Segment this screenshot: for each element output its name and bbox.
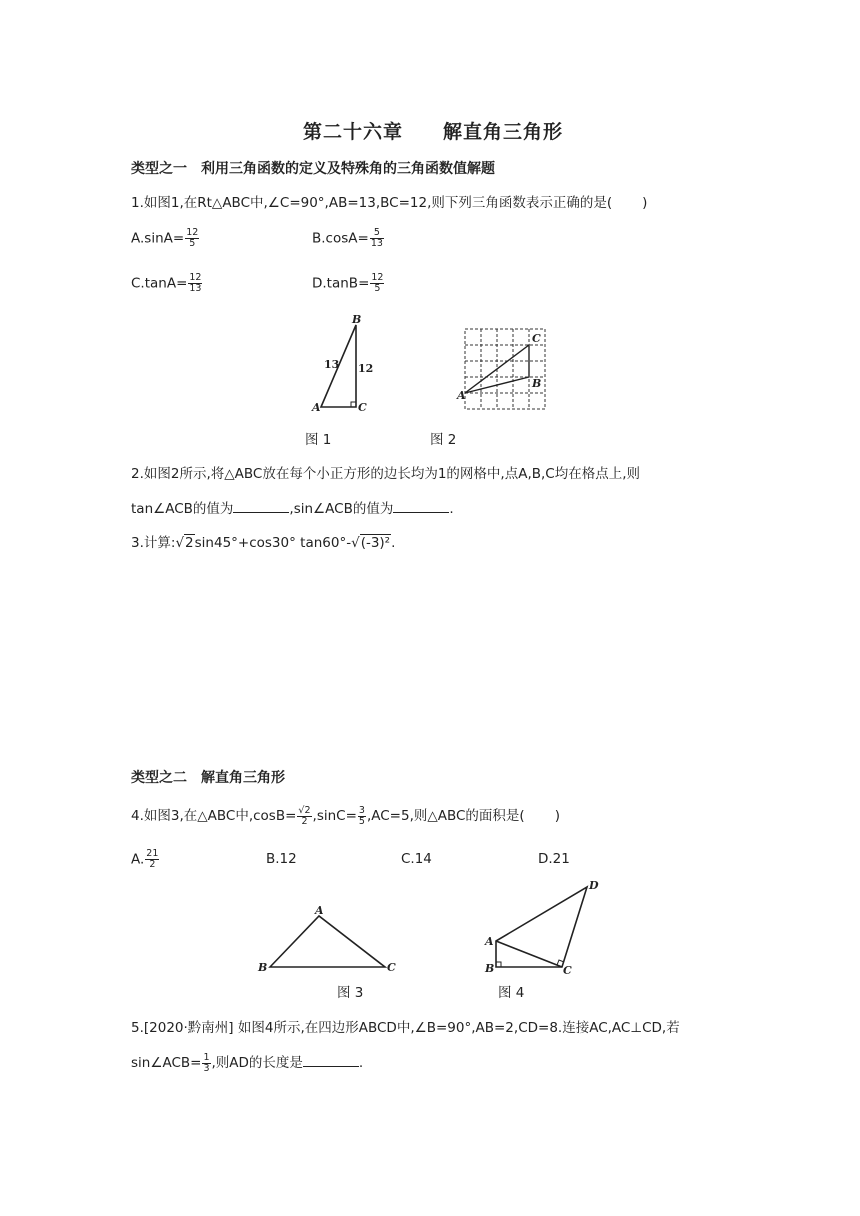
- q2-part-3: .: [449, 501, 454, 517]
- q4-part-1: 4.如图3,在△ABC中,cosB=: [131, 808, 297, 824]
- q1-option-b-label: B.cosA=: [312, 230, 369, 247]
- q1-option-c-label: C.tanA=: [131, 275, 188, 292]
- q3-part-2: sin45°+cos30° tan60°-: [194, 535, 352, 551]
- fig3-caption: 图 3: [337, 985, 364, 1001]
- q3-part-1: 3.计算:: [131, 535, 176, 551]
- page-title: 第二十六章 解直角三角形: [303, 121, 564, 143]
- section-heading-2: 类型之二 解直角三角形: [131, 770, 285, 786]
- question-5-line-1: 5.[2020·黔南州] 如图4所示,在四边形ABCD中,∠B=90°,AB=2,CD=8.连接AC,AC⊥CD,若: [131, 1020, 680, 1036]
- fig1-side-bc: 12: [358, 362, 374, 375]
- q1-option-c-fraction: $\frac{12}{13}$: [189, 272, 202, 294]
- q2-answer-blank-sin: [393, 500, 449, 513]
- fig4-label-b: B: [485, 962, 495, 975]
- q3-sqrt-expression: √(-3)²: [351, 535, 391, 551]
- q4-option-b: B.12: [266, 851, 297, 867]
- question-3: [131, 531, 395, 551]
- q4-cos-fraction: $\frac{√2}{2}$: [298, 804, 311, 827]
- section-heading-1: 类型之一 利用三角函数的定义及特殊角的三角函数值解题: [131, 161, 495, 177]
- q4-part-3: ,AC=5,则△ABC的面积是(: [366, 808, 525, 824]
- question-2-line-2: [131, 497, 454, 517]
- fig1-caption: 图 1: [305, 432, 332, 448]
- fig2-caption: 图 2: [430, 432, 457, 448]
- q5-sin-fraction: $\frac{1}{3}$: [203, 1051, 210, 1074]
- q1-option-b-fraction: $\frac{5}{13}$: [370, 227, 383, 249]
- figure-2: [455, 325, 555, 415]
- fig4-label-d: D: [589, 879, 599, 892]
- fig4-label-a: A: [485, 935, 494, 948]
- q4-option-d: D.21: [538, 851, 570, 867]
- fig2-label-b: B: [532, 377, 542, 390]
- fig3-label-b: B: [258, 961, 268, 974]
- question-5-line-2: [131, 1051, 363, 1074]
- question-2-line-1: 2.如图2所示,将△ABC放在每个小正方形的边长均为1的网格中,点A,B,C均在格点上,则: [131, 466, 641, 482]
- q1-option-d-label: D.tanB=: [312, 275, 370, 292]
- q1-option-a-label: A.sinA=: [131, 230, 185, 247]
- q4-part-2: ,sinC=: [312, 808, 357, 824]
- fig2-label-c: C: [532, 332, 541, 345]
- fig4-label-c: C: [563, 964, 572, 977]
- q4-option-c: C.14: [401, 851, 432, 867]
- fig1-label-c: C: [358, 401, 367, 414]
- q2-answer-blank-tan: [233, 500, 289, 513]
- fig1-label-b: B: [352, 313, 362, 326]
- fig4-caption: 图 4: [498, 985, 525, 1001]
- figure-1: [300, 310, 380, 420]
- q4-option-a-fraction: $\frac{21}{2}$: [146, 848, 159, 870]
- q5-answer-blank: [303, 1054, 359, 1067]
- q3-part-3: .: [391, 535, 396, 551]
- figure-3: [255, 900, 405, 980]
- q1-option-b: [312, 228, 385, 249]
- q2-part-2: ,sin∠ACB的值为: [289, 501, 394, 517]
- fig1-side-ab: 13: [324, 358, 340, 371]
- figure-4: [480, 875, 610, 980]
- q2-part-1: tan∠ACB的值为: [131, 501, 234, 517]
- fig2-label-a: A: [457, 389, 466, 402]
- q1-option-d: [312, 273, 385, 294]
- fig1-label-a: A: [312, 401, 321, 414]
- q4-option-a-label: A.: [131, 851, 145, 868]
- q5-part-1: sin∠ACB=: [131, 1055, 202, 1071]
- fig3-triangle: [270, 916, 385, 967]
- q1-close-paren: ): [642, 195, 648, 211]
- q4-option-a: [131, 849, 160, 870]
- fig3-label-a: A: [315, 904, 324, 917]
- q1-option-a: [131, 228, 200, 249]
- q1-option-c: [131, 273, 203, 294]
- question-1-stem: [131, 191, 647, 211]
- fig3-label-c: C: [387, 961, 396, 974]
- q1-option-a-fraction: $\frac{12}{5}$: [186, 227, 199, 249]
- q4-sin-fraction: $\frac{3}{5}$: [358, 804, 365, 827]
- fig4-quadrilateral: [496, 887, 587, 967]
- q5-part-3: .: [358, 1055, 364, 1071]
- q1-option-d-fraction: $\frac{12}{5}$: [371, 272, 384, 294]
- fig4-diagonal-ac: [496, 941, 562, 967]
- q5-part-2: ,则AD的长度是: [211, 1055, 303, 1071]
- q1-stem-text: 1.如图1,在Rt△ABC中,∠C=90°,AB=13,BC=12,则下列三角函数表示正确的是(: [131, 195, 613, 211]
- q4-close-paren: ): [554, 808, 560, 824]
- q3-sqrt-2: √2: [175, 535, 194, 551]
- question-4-stem: [131, 804, 560, 827]
